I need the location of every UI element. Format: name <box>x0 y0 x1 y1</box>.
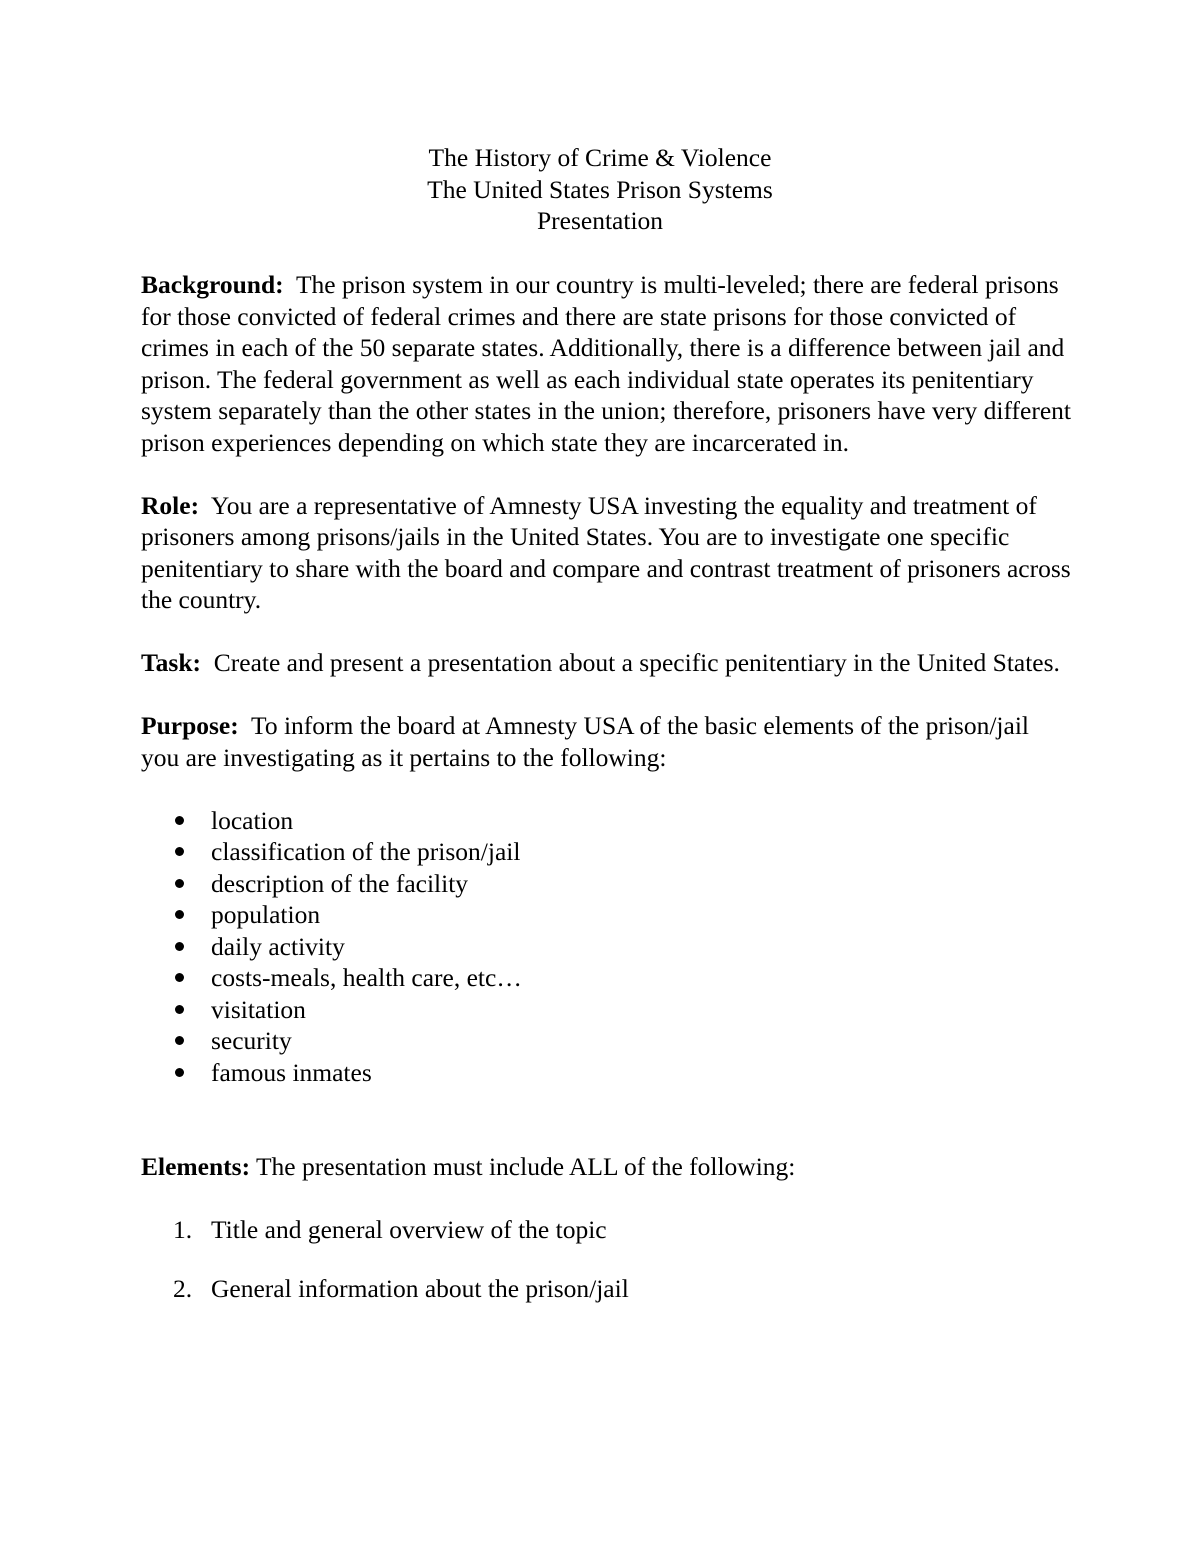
numbered-item <box>141 1214 1071 1246</box>
bullet-text: security <box>211 1026 292 1055</box>
purpose-paragraph <box>141 710 1071 773</box>
bullet-text: population <box>211 900 321 929</box>
bullet-item <box>141 805 1071 837</box>
bullet-dot-icon <box>175 1036 184 1045</box>
bullet-dot-icon <box>175 1068 184 1077</box>
bullet-text: visitation <box>211 994 306 1024</box>
numbered-item <box>141 1273 1071 1305</box>
title-line-1: The History of Crime & Violence <box>428 143 772 172</box>
item-text: Title and general overview of the topic <box>211 1215 607 1244</box>
item-number: 1. <box>173 1215 193 1244</box>
bullet-item <box>141 1025 1071 1057</box>
bullet-item <box>141 836 1071 868</box>
bullet-item <box>141 931 1071 963</box>
bullet-item <box>141 1057 1071 1089</box>
bullet-item <box>141 962 1071 994</box>
elements-label: Elements: <box>141 1152 251 1181</box>
document-body <box>141 269 1071 1331</box>
bullet-text: location <box>211 805 294 835</box>
bullet-item <box>141 899 1071 931</box>
background-text: The prison system in our country is multi-leveled; there are federal prisons for those convicted of federal crimes and there are state prisons for those convicted of crimes in each of the 50 separate states. Additionally, there is a difference between jail and prison. The federal government as well as each individual state operates its penitentiary system separately than the other states in the union; therefore, prisoners have very different prison experiences depending on which state they are incarcerated in. <box>141 270 1071 457</box>
item-number: 2. <box>173 1273 193 1303</box>
bullet-text: classification of the prison/jail <box>211 837 521 866</box>
purpose-bullet-list <box>141 805 1071 1089</box>
bullet-dot-icon <box>175 816 184 825</box>
background-paragraph <box>141 269 1071 458</box>
bullet-text: daily activity <box>211 931 345 961</box>
bullet-item <box>141 868 1071 900</box>
task-paragraph <box>141 647 1071 679</box>
role-paragraph <box>141 490 1071 616</box>
elements-text: The presentation must include ALL of the following: <box>255 1152 796 1181</box>
background-label: Background: <box>141 270 284 299</box>
bullet-dot-icon <box>175 1005 184 1014</box>
title-line-2: The United States Prison Systems <box>427 174 773 204</box>
bullet-text: description of the facility <box>211 868 469 898</box>
elements-paragraph <box>141 1151 1071 1183</box>
elements-numbered-list <box>141 1214 1071 1304</box>
bullet-item <box>141 994 1071 1026</box>
bullet-dot-icon <box>175 942 184 951</box>
bullet-dot-icon <box>175 847 184 856</box>
bullet-dot-icon <box>175 910 184 919</box>
task-label: Task: <box>141 648 202 677</box>
task-text: Create and present a presentation about a specific penitentiary in the United States. <box>213 648 1060 677</box>
role-label: Role: <box>141 490 200 520</box>
bullet-dot-icon <box>175 973 184 982</box>
item-text: General information about the prison/jail <box>211 1273 629 1303</box>
bullet-text: costs-meals, health care, etc… <box>211 963 522 992</box>
purpose-text: To inform the board at Amnesty USA of the basic elements of the prison/jail you are investigating as it pertains to the following: <box>141 711 1029 772</box>
role-text: You are a representative of Amnesty USA investing the equality and treatment of prisoners among prisons/jails in the United States. You are to investigate one specific penitentiary to share with the board and compare and contrast treatment of prisoners across the country. <box>141 490 1071 614</box>
title-line-3: Presentation <box>536 206 664 235</box>
bullet-dot-icon <box>175 879 184 888</box>
bullet-text: famous inmates <box>211 1057 372 1087</box>
purpose-label: Purpose: <box>141 711 239 740</box>
document-title-block <box>0 142 1200 237</box>
